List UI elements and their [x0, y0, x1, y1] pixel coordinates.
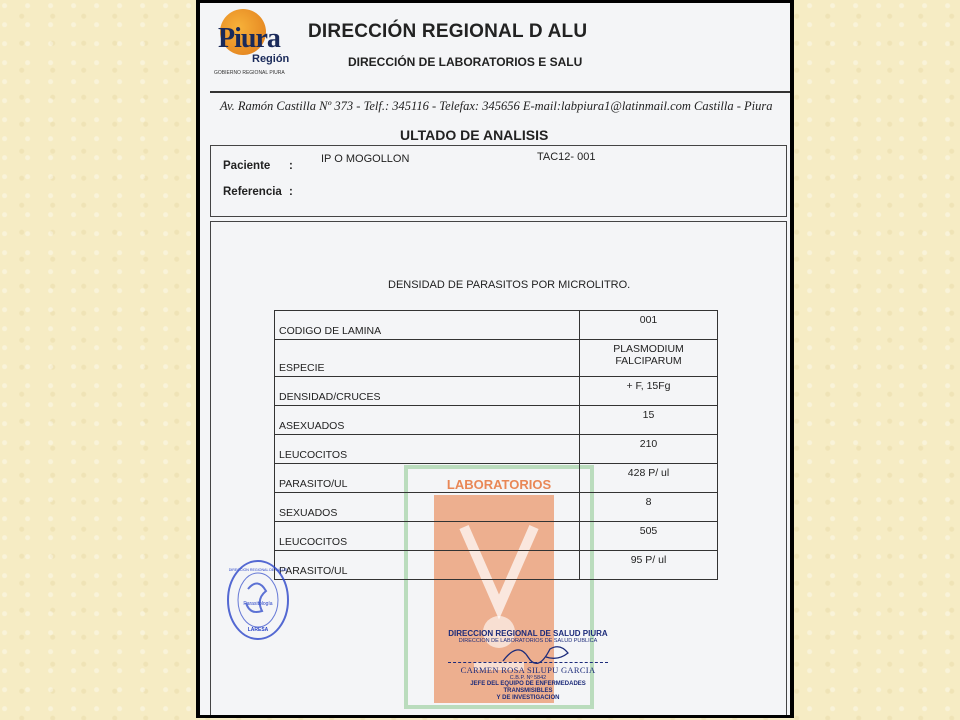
patient-name: IP O MOGOLLON	[321, 153, 410, 165]
result-key: PARASITO/UL	[275, 551, 580, 580]
result-value: 505	[580, 522, 718, 551]
table-row	[275, 464, 718, 493]
table-row	[275, 406, 718, 435]
result-value-line2: FALCIPARUM	[615, 355, 682, 367]
round-stamp	[226, 559, 290, 641]
result-value: 001	[580, 311, 718, 340]
result-key: SEXUADOS	[275, 493, 580, 522]
logo-name: Piura	[218, 23, 280, 54]
result-value: + F, 15Fg	[580, 377, 718, 406]
result-value: 15	[580, 406, 718, 435]
result-value-line1: PLASMODIUM	[613, 343, 684, 355]
result-value: 8	[580, 493, 718, 522]
header-address: Av. Ramón Castilla Nº 373 - Telf.: 345116 - Telefax: 345656 E-mail:labpiura1@latinmail.com Castilla - Piura	[220, 99, 773, 113]
table-row	[275, 311, 718, 340]
table-row	[275, 493, 718, 522]
scanned-document	[200, 3, 790, 715]
results-table	[274, 310, 718, 580]
stamp-ring: DIRECCION REGIONAL DE SALUD	[228, 568, 288, 572]
result-key: PARASITO/UL	[275, 464, 580, 493]
table-row	[275, 377, 718, 406]
colon-paciente: :	[289, 160, 293, 172]
sig-org1: DIRECCION REGIONAL DE SALUD PIURA	[448, 629, 608, 638]
sig-org2: DIRECCION DE LABORATORIOS DE SALUD PUBLICA	[458, 638, 598, 644]
report-title: ULTADO DE ANALISIS	[400, 127, 549, 143]
result-value	[580, 340, 718, 377]
signature-scribble	[498, 639, 578, 667]
patient-code: TAC12- 001	[537, 151, 596, 163]
table-row	[275, 522, 718, 551]
sig-cbp: C.B.P. Nº 5842	[509, 675, 547, 681]
patient-box	[210, 145, 787, 217]
watermark-text: LABORATORIOS	[446, 477, 552, 492]
header-subtitle: DIRECCIÓN DE LABORATORIOS E SALU	[348, 55, 583, 69]
result-key: CODIGO DE LAMINA	[275, 311, 580, 340]
colon-referencia: :	[289, 186, 293, 198]
signature-block	[448, 629, 608, 702]
table-row	[275, 551, 718, 580]
result-value: 95 P/ ul	[580, 551, 718, 580]
header-divider	[210, 91, 790, 93]
result-key: LEUCOCITOS	[275, 435, 580, 464]
sig-job1: JEFE DEL EQUIPO DE ENFERMEDADES TRANSMISIBLES	[470, 681, 586, 694]
result-key: ASEXUADOS	[275, 406, 580, 435]
label-paciente: Paciente	[223, 160, 271, 172]
table-row	[275, 435, 718, 464]
logo-gobierno: GOBIERNO REGIONAL PIURA	[214, 70, 285, 76]
result-key: DENSIDAD/CRUCES	[275, 377, 580, 406]
header-title: DIRECCIÓN REGIONAL D ALU	[308, 21, 588, 42]
sig-job2: Y DE INVESTIGACION	[496, 695, 560, 701]
table-row	[275, 340, 718, 377]
label-referencia: Referencia	[223, 186, 282, 198]
result-value: 428 P/ ul	[580, 464, 718, 493]
density-title: DENSIDAD DE PARASITOS POR MICROLITRO.	[388, 279, 631, 291]
stamp-bottom: LARESA	[247, 627, 269, 633]
result-key: LEUCOCITOS	[275, 522, 580, 551]
result-key: ESPECIE	[275, 340, 580, 377]
sig-name: CARMEN ROSA SILUPU GARCIA	[460, 665, 596, 675]
logo-region: Región	[252, 53, 290, 65]
result-value: 210	[580, 435, 718, 464]
piura-logo	[212, 7, 302, 79]
stamp-center: Parasitología	[243, 601, 273, 607]
